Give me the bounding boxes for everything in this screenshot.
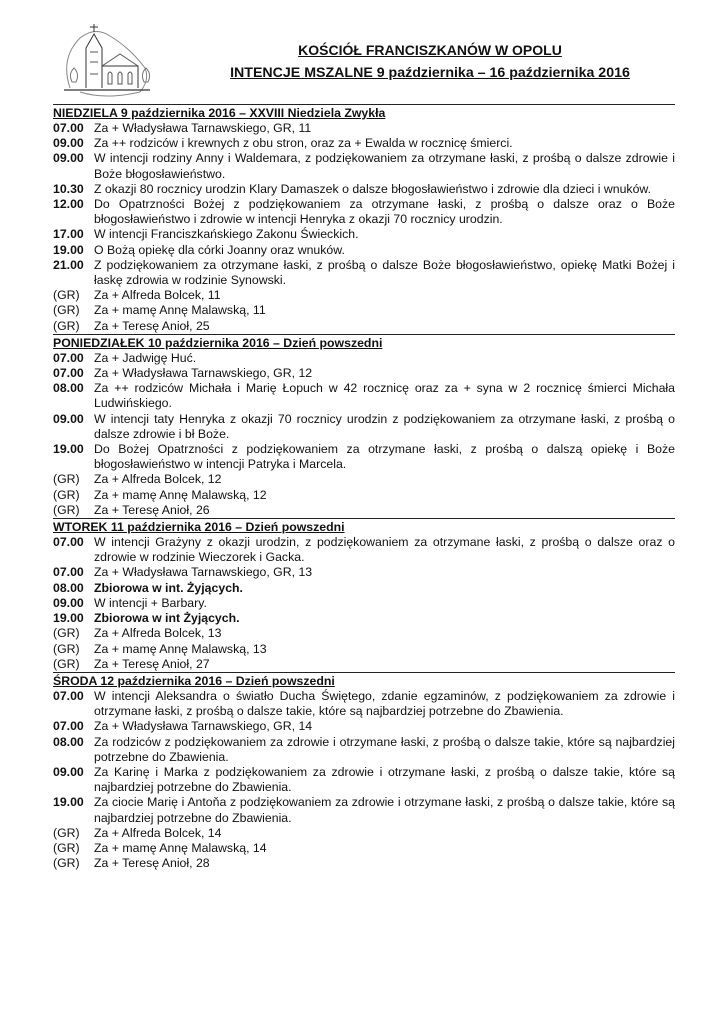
intention-text: Za + mamę Annę Malawską, 12 [94, 487, 267, 502]
intention-text: Za + mamę Annę Malawską, 14 [94, 840, 267, 855]
intention-text: Za ++ rodziców Michała i Marię Łopuch w 42 rocznicę oraz za + syna w 2 rocznicę śmierci Michała Ludwińskiego. [94, 381, 675, 411]
intention-text: Za + Teresę Anioł, 25 [94, 318, 210, 333]
intention-entry [53, 719, 675, 734]
mass-time: 19.00 [53, 795, 84, 810]
intention-text: W intencji Franciszkańskiego Zakonu Świeckich. [94, 227, 359, 242]
mass-time: 07.00 [53, 350, 84, 365]
intention-entry [53, 826, 675, 841]
intention-text: Zbiorowa w int. Żyjących. [94, 580, 243, 595]
intention-text: Do Opatrzności Bożej z podziękowaniem za otrzymane łaski, z prośbą o dalsze oraz o Boże błogosławieństwo i zdrowie w intencji Henryka z okazji 70 rocznicy urodzin. [94, 197, 675, 227]
intention-text: Z podziękowaniem za otrzymane łaski, z prośbą o dalsze Boże błogosławieństwo, opiekę Matki Bożej i łaskę zdrowia w rodzinie Synowski. [94, 257, 675, 288]
intention-text: Za rodziców z podziękowaniem za zdrowie i otrzymane łaski, z prośbą o dalsze takie, które są najbardziej potrzebne do Zbawienia. [94, 734, 675, 764]
intention-entry [53, 136, 675, 151]
mass-time: 17.00 [53, 227, 84, 242]
intention-text: W intencji Aleksandra o światło Ducha Świętego, zdanie egzaminów, z podziękowaniem za zdrowie i otrzymane łaski, z prośbą o dalsze takie, które są najbardziej potrzebne do Zbawienia. [94, 688, 675, 719]
mass-time: (GR) [53, 641, 80, 656]
intention-text: Za ++ rodziców i krewnych z obu stron, oraz za + Ewalda w rocznicę śmierci. [94, 136, 513, 151]
intention-entry [53, 303, 675, 318]
intention-text: Za + Władysława Tarnawskiego, GR, 13 [94, 565, 313, 580]
day-heading: ŚRODA 12 października 2016 – Dzień powszedni [53, 673, 335, 688]
mass-time: (GR) [53, 626, 80, 641]
intention-entry [53, 121, 675, 136]
intention-text: W intencji taty Henryka z okazji 70 rocznicy urodzin z podziękowaniem za otrzymane łaski, z prośbą o dalsze zdrowie i bł Boże. [94, 411, 675, 441]
mass-time: (GR) [53, 656, 80, 671]
intention-entry [53, 795, 675, 825]
intention-entry [53, 642, 675, 657]
mass-time: 08.00 [53, 381, 84, 396]
mass-time: (GR) [53, 487, 80, 502]
mass-time: (GR) [53, 472, 80, 487]
intention-entry [53, 596, 675, 611]
intention-text: Do Bożej Opatrzności z podziękowaniem za otrzymane łaski, z prośbą o dalszą opiekę i Boże błogosławieństwo w intencji Patryka i Marcela. [94, 442, 675, 472]
mass-time: 09.00 [53, 595, 84, 610]
mass-time: (GR) [53, 825, 80, 840]
intention-text: Za + Alfreda Bolcek, 11 [94, 288, 221, 303]
intention-entry [53, 841, 675, 856]
intention-text: Zbiorowa w int Żyjących. [94, 611, 240, 626]
intention-text: O Bożą opiekę dla córki Joanny oraz wnuków. [94, 242, 345, 257]
intentions-list [53, 104, 675, 871]
intention-text: Za + Władysława Tarnawskiego, GR, 11 [94, 121, 312, 135]
intention-text: Za Karinę i Marka z podziękowaniem za zdrowie i otrzymane łaski, z prośbą o dalsze takie, które są najbardziej potrzebne do Zbawienia. [94, 764, 675, 795]
mass-time: 09.00 [53, 411, 84, 426]
document-subtitle: INTENCJE MSZALNE 9 października – 16 października 2016 [230, 65, 630, 81]
mass-time: 07.00 [53, 719, 84, 734]
day-section [53, 334, 675, 518]
intention-text: Za + Teresę Anioł, 26 [94, 502, 210, 517]
mass-time: (GR) [53, 288, 80, 303]
intention-entry [53, 351, 675, 366]
intention-text: Za + Teresę Anioł, 27 [94, 656, 210, 671]
intention-entry [53, 657, 675, 672]
mass-time: (GR) [53, 840, 80, 855]
day-section [53, 104, 675, 334]
mass-time: 12.00 [53, 197, 84, 212]
intention-text: Za + Alfreda Bolcek, 13 [94, 626, 222, 641]
intention-entry [53, 581, 675, 596]
mass-time: 19.00 [53, 242, 84, 257]
intention-entry [53, 765, 675, 795]
intention-text: Za + Władysława Tarnawskiego, GR, 12 [94, 366, 313, 381]
intention-entry [53, 735, 675, 765]
mass-time: 21.00 [53, 257, 84, 272]
intention-entry [53, 488, 675, 503]
intention-entry [53, 626, 675, 641]
mass-time: 07.00 [53, 688, 84, 703]
mass-time: 07.00 [53, 366, 84, 381]
intention-entry [53, 288, 675, 303]
intention-entry [53, 227, 675, 242]
intention-entry [53, 689, 675, 719]
mass-time: 07.00 [53, 535, 84, 550]
intention-text: Za + mamę Annę Malawską, 11 [94, 303, 266, 318]
mass-time: 08.00 [53, 580, 84, 595]
intention-entry [53, 611, 675, 626]
mass-time: 09.00 [53, 151, 84, 166]
intention-text: Za + Jadwigę Huć. [94, 350, 197, 365]
intention-text: Za + Alfreda Bolcek, 12 [94, 472, 222, 487]
intention-text: Za ciocie Marię i Antoňa z podziękowaniem za zdrowie i otrzymane łaski, z prośbą o dalsze takie, które są najbardziej potrzebne do Zbawienia. [94, 795, 675, 825]
intention-text: Za + Władysława Tarnawskiego, GR, 14 [94, 719, 313, 734]
day-heading: PONIEDZIAŁEK 10 października 2016 – Dzień powszedni [53, 335, 383, 350]
intention-text: Za + Teresę Anioł, 28 [94, 856, 210, 871]
mass-time: 09.00 [53, 764, 84, 779]
mass-time: 09.00 [53, 136, 84, 151]
day-heading: WTOREK 11 października 2016 – Dzień powszedni [53, 520, 345, 535]
mass-time: (GR) [53, 303, 80, 318]
mass-time: (GR) [53, 318, 80, 333]
intention-entry [53, 442, 675, 472]
mass-time: 07.00 [53, 121, 84, 135]
document-title: KOŚCIÓŁ FRANCISZKANÓW W OPOLU [298, 42, 562, 58]
intention-entry [53, 565, 675, 580]
mass-time: (GR) [53, 502, 80, 517]
intention-entry [53, 319, 675, 334]
intention-entry [53, 243, 675, 258]
intention-entry [53, 381, 675, 411]
intention-entry [53, 258, 675, 288]
day-section [53, 518, 675, 672]
intention-entry [53, 366, 675, 381]
intention-entry [53, 503, 675, 518]
intention-entry [53, 197, 675, 227]
intention-text: Z okazji 80 rocznicy urodzin Klary Damaszek o dalsze błogosławieństwo i zdrowie dla dzieci i wnuków. [94, 181, 652, 196]
mass-time: 07.00 [53, 565, 84, 580]
day-heading: NIEDZIELA 9 października 2016 – XXVIII Niedziela Zwykła [53, 106, 386, 120]
intention-entry [53, 412, 675, 442]
intention-entry [53, 856, 675, 871]
intention-text: W intencji rodziny Anny i Waldemara, z podziękowaniem za otrzymane łaski, z prośbą o dalsze zdrowie i Boże błogosławieństwo. [94, 151, 675, 181]
intention-text: W intencji + Barbary. [94, 595, 207, 610]
intention-entry [53, 151, 675, 181]
church-logo [50, 18, 160, 102]
mass-time: 19.00 [53, 611, 84, 626]
day-section [53, 672, 675, 871]
intention-text: W intencji Grażyny z okazji urodzin, z podziękowaniem za otrzymane łaski, z prośbą o dalsze oraz o zdrowie w rodzinie Wieczorek i Gacka. [94, 535, 675, 565]
intention-entry [53, 472, 675, 487]
mass-time: 19.00 [53, 442, 84, 457]
mass-time: 10.30 [53, 181, 84, 196]
intention-entry [53, 182, 675, 197]
mass-time: (GR) [53, 856, 80, 871]
intention-text: Za + Alfreda Bolcek, 14 [94, 825, 222, 840]
mass-time: 08.00 [53, 734, 84, 749]
intention-text: Za + mamę Annę Malawską, 13 [94, 641, 267, 656]
intention-entry [53, 535, 675, 565]
